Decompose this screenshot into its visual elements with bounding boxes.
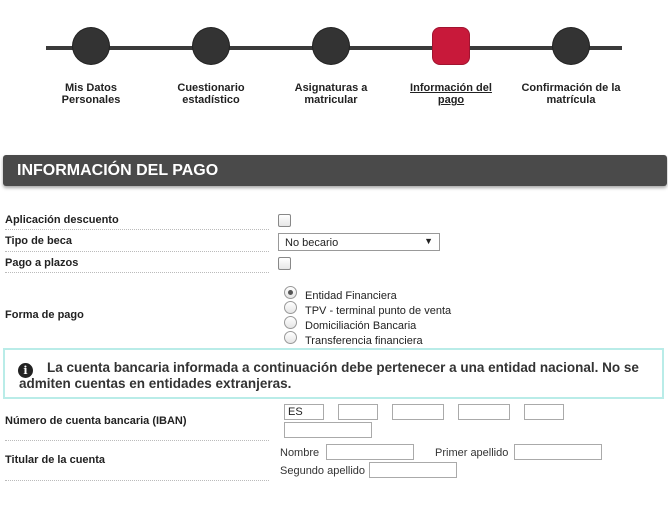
plazos-checkbox[interactable] — [278, 257, 291, 270]
info-icon: i — [18, 363, 33, 378]
radio-entidad-financiera[interactable] — [284, 286, 297, 299]
step-informacion-pago[interactable] — [386, 28, 516, 106]
step-confirmacion[interactable] — [506, 28, 636, 106]
step-circle[interactable] — [193, 28, 229, 64]
primer-apellido-input[interactable] — [514, 444, 602, 460]
iban-block-1-input[interactable] — [338, 404, 378, 420]
row-divider — [5, 272, 269, 273]
nombre-input[interactable] — [326, 444, 414, 460]
descuento-label: Aplicación descuento — [5, 214, 119, 226]
step-cuestionario[interactable] — [146, 28, 276, 106]
iban-block-2-input[interactable] — [392, 404, 444, 420]
step-label[interactable]: Cuestionario estadístico — [177, 82, 245, 106]
radio-domiciliacion[interactable] — [284, 316, 297, 329]
iban-block-3-input[interactable] — [458, 404, 510, 420]
radio-label[interactable]: Entidad Financiera — [305, 290, 397, 302]
section-header — [3, 155, 667, 186]
beca-select[interactable] — [278, 233, 440, 251]
segundo-apellido-label: Segundo apellido — [280, 465, 366, 477]
step-circle[interactable] — [73, 28, 109, 64]
nombre-label: Nombre — [280, 447, 320, 459]
info-notice — [3, 348, 664, 399]
row-divider — [5, 229, 269, 230]
step-asignaturas[interactable] — [266, 28, 396, 106]
titular-label: Titular de la cuenta — [5, 454, 106, 466]
iban-block-4-input[interactable] — [524, 404, 564, 420]
radio-label[interactable]: TPV - terminal punto de venta — [305, 305, 452, 317]
row-divider — [5, 480, 269, 481]
step-label-active[interactable]: Información del pago — [410, 82, 492, 106]
section-title: INFORMACIÓN DEL PAGO — [17, 162, 219, 179]
radio-transferencia[interactable] — [284, 331, 297, 344]
step-label[interactable]: Confirmación de la matrícula — [521, 82, 621, 106]
step-circle[interactable] — [313, 28, 349, 64]
forma-pago-label: Forma de pago — [5, 309, 84, 321]
step-label[interactable]: Asignaturas a matricular — [294, 82, 368, 106]
primer-apellido-label: Primer apellido — [435, 447, 509, 459]
radio-tpv[interactable] — [284, 301, 297, 314]
step-mis-datos[interactable] — [26, 28, 156, 106]
row-divider — [5, 251, 269, 252]
iban-label: Número de cuenta bancaria (IBAN) — [5, 415, 187, 427]
segundo-apellido-input[interactable] — [369, 462, 457, 478]
descuento-checkbox[interactable] — [278, 214, 291, 227]
step-label[interactable]: Mis Datos Personales — [61, 82, 121, 106]
row-divider — [5, 440, 269, 441]
radio-label[interactable]: Transferencia financiera — [305, 335, 423, 347]
beca-select-value: No becario — [285, 237, 339, 249]
info-text: La cuenta bancaria informada a continuación debe pertenecer a una entidad nacional. No se admiten cuentas en entidades extranjeras. — [19, 360, 639, 391]
chevron-down-icon: ▼ — [424, 236, 433, 246]
iban-country-input[interactable] — [284, 404, 324, 420]
step-circle-active[interactable] — [433, 28, 469, 64]
step-circle[interactable] — [553, 28, 589, 64]
radio-label[interactable]: Domiciliación Bancaria — [305, 320, 417, 332]
progress-stepper — [0, 0, 668, 120]
iban-block-5-input[interactable] — [284, 422, 372, 438]
beca-label: Tipo de beca — [5, 235, 73, 247]
plazos-label: Pago a plazos — [5, 257, 79, 269]
